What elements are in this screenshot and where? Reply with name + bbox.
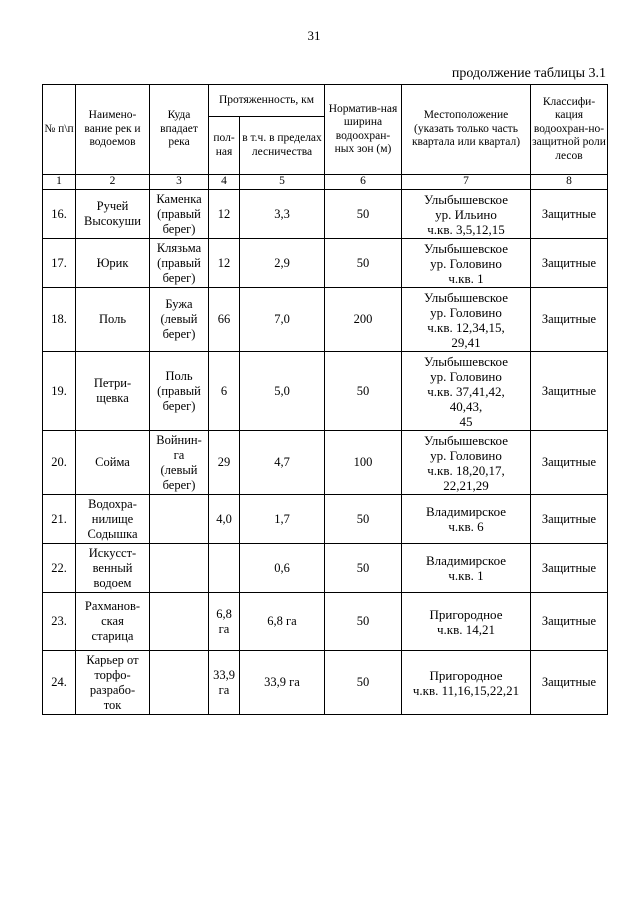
row-flows-into-line: (левый: [160, 312, 198, 326]
column-number-row: [43, 175, 608, 190]
row-flows-into: [150, 288, 209, 352]
row-flows-into: [150, 495, 209, 544]
row-name-line: Ручей: [96, 199, 129, 213]
table-row: [43, 288, 608, 352]
header-length-in-forestry: в т.ч. в пределах лесничества: [240, 117, 325, 175]
header-name: Наимено-вание рек и водоемов: [76, 85, 150, 175]
row-name-line: Петри-: [93, 376, 132, 390]
header-length-total: пол-ная: [209, 117, 240, 175]
table-row: [43, 651, 608, 715]
row-location: [402, 593, 531, 651]
row-length-in-forestry: 2,9: [240, 239, 325, 288]
row-name-line: торфо-: [94, 667, 131, 682]
table-row: [43, 190, 608, 239]
row-flows-into-line: Каменка: [156, 191, 202, 206]
row-name-line: венный: [92, 560, 133, 575]
row-location-line: Улыбышевское: [423, 353, 508, 369]
row-name: [76, 288, 150, 352]
row-location: [402, 239, 531, 288]
row-location-line: ур. Головино: [430, 447, 502, 463]
row-flows-into: [150, 431, 209, 495]
table-continuation-label: продолжение таблицы 3.1: [451, 66, 606, 81]
row-location-line: ч.кв. 1: [448, 270, 484, 286]
row-number: 17.: [43, 239, 76, 288]
row-length-total: [209, 544, 240, 593]
header-length: Протяженность, км: [209, 85, 325, 117]
row-flows-into-line: Клязьма: [156, 240, 202, 255]
row-length-total: 12: [209, 190, 240, 239]
row-length-total: 29: [209, 431, 240, 495]
row-width: 50: [325, 593, 402, 651]
row-flows-into: [150, 239, 209, 288]
row-number: 22.: [43, 544, 76, 593]
column-number: 3: [150, 175, 209, 190]
row-number: 19.: [43, 352, 76, 431]
column-number: 4: [209, 175, 240, 190]
column-number: 5: [240, 175, 325, 190]
row-length-total: 33,9 га: [209, 651, 240, 715]
column-number: 7: [402, 175, 531, 190]
table-row: [43, 495, 608, 544]
row-flows-into: [150, 190, 209, 239]
row-flows-into-line: Бужа: [165, 297, 193, 311]
row-length-in-forestry: 5,0: [240, 352, 325, 431]
row-number: 24.: [43, 651, 76, 715]
row-length-in-forestry: 7,0: [240, 288, 325, 352]
row-name-line: Содышка: [87, 526, 138, 541]
row-name: [76, 190, 150, 239]
row-flows-into-line: берег): [162, 270, 196, 285]
row-location-line: ч.кв. 1: [448, 568, 484, 583]
header-classification: Классифи-кация водоохран-но-защитной роли лесов: [531, 85, 608, 175]
column-number: 6: [325, 175, 402, 190]
row-location: [402, 544, 531, 593]
row-location: [402, 431, 531, 495]
row-location: [402, 495, 531, 544]
row-classification: Защитные: [531, 651, 608, 715]
header-width: Норматив-ная ширина водоохран-ных зон (м): [325, 85, 402, 175]
row-width: 50: [325, 352, 402, 431]
row-name-line: ская: [101, 614, 124, 628]
row-classification: Защитные: [531, 190, 608, 239]
row-location-line: Улыбышевское: [423, 240, 508, 256]
row-location-line: 29,41: [451, 334, 481, 350]
table-row: [43, 239, 608, 288]
row-length-in-forestry: 0,6: [240, 544, 325, 593]
row-number: 16.: [43, 190, 76, 239]
row-name-line: Рахманов-: [84, 599, 141, 613]
row-name: [76, 593, 150, 651]
row-classification: Защитные: [531, 352, 608, 431]
row-location-line: ч.кв. 18,20,17,: [427, 462, 505, 478]
row-location-line: Владимирское: [425, 553, 507, 568]
row-flows-into-line: (правый: [157, 206, 201, 221]
row-length-in-forestry: 1,7: [240, 495, 325, 544]
row-location-line: ур. Головино: [430, 255, 502, 271]
column-number: 8: [531, 175, 608, 190]
column-number: 1: [43, 175, 76, 190]
row-name: [76, 651, 150, 715]
row-name: [76, 495, 150, 544]
row-number: 20.: [43, 431, 76, 495]
header-num: № п\п: [43, 85, 76, 175]
table-row: [43, 544, 608, 593]
row-width: 200: [325, 288, 402, 352]
row-flows-into-line: (правый: [157, 383, 201, 398]
row-location-line: ч.кв. 11,16,15,22,21: [412, 682, 520, 698]
row-classification: Защитные: [531, 288, 608, 352]
row-classification: Защитные: [531, 495, 608, 544]
row-length-in-forestry: 4,7: [240, 431, 325, 495]
water-bodies-table: [42, 84, 608, 715]
row-flows-into-line: берег): [162, 221, 196, 236]
row-location-line: 22,21,29: [443, 477, 489, 493]
header-location: Местоположение (указать только часть квартала или квартал): [402, 85, 531, 175]
row-name: [76, 352, 150, 431]
row-length-total: 6: [209, 352, 240, 431]
row-flows-into-line: берег): [162, 398, 196, 413]
row-flows-into-line: (левый: [160, 462, 198, 477]
row-name-line: Карьер от: [86, 652, 139, 667]
row-length-in-forestry: 33,9 га: [240, 651, 325, 715]
row-name-line: водоем: [93, 575, 132, 590]
row-width: 50: [325, 544, 402, 593]
row-location-line: ч.кв. 3,5,12,15: [427, 221, 505, 237]
row-name: [76, 239, 150, 288]
row-number: 21.: [43, 495, 76, 544]
row-name-line: щевка: [96, 391, 129, 405]
table-row: [43, 431, 608, 495]
row-name-line: разрабо-: [89, 682, 136, 697]
row-name-line: нилище: [91, 511, 134, 526]
row-classification: Защитные: [531, 544, 608, 593]
row-classification: Защитные: [531, 431, 608, 495]
row-location-line: Владимирское: [425, 504, 507, 519]
row-location-line: ур. Ильино: [435, 206, 497, 222]
table-body: [43, 190, 608, 715]
row-length-total: 4,0: [209, 495, 240, 544]
row-width: 50: [325, 651, 402, 715]
row-location-line: Пригородное: [429, 606, 503, 622]
row-number: 23.: [43, 593, 76, 651]
row-flows-into: [150, 593, 209, 651]
row-flows-into-line: берег): [162, 327, 196, 341]
row-name: [76, 544, 150, 593]
row-location-line: ур. Головино: [430, 368, 502, 384]
row-flows-into: [150, 352, 209, 431]
row-width: 100: [325, 431, 402, 495]
row-location-line: ур. Головино: [430, 304, 502, 320]
row-name-line: Искусст-: [88, 545, 137, 560]
row-flows-into-line: Войнин-: [156, 432, 202, 447]
row-name-line: Поль: [98, 312, 127, 326]
row-name-line: Водохра-: [88, 496, 137, 511]
row-name-line: старица: [91, 629, 134, 643]
row-classification: Защитные: [531, 593, 608, 651]
row-classification: Защитные: [531, 239, 608, 288]
table-row: [43, 352, 608, 431]
page-number: 31: [307, 28, 321, 43]
row-location-line: ч.кв. 6: [448, 519, 484, 534]
row-flows-into-line: (правый: [157, 255, 201, 270]
row-location-line: Улыбышевское: [423, 289, 508, 305]
row-flows-into: [150, 544, 209, 593]
row-location-line: Улыбышевское: [423, 432, 508, 448]
row-length-total: 6,8 га: [209, 593, 240, 651]
row-width: 50: [325, 190, 402, 239]
row-location-line: 40,43,: [449, 398, 483, 414]
row-length-total: 66: [209, 288, 240, 352]
row-name-line: Высокуши: [84, 214, 141, 228]
row-location-line: ч.кв. 14,21: [437, 621, 495, 637]
row-name-line: Сойма: [95, 455, 130, 469]
row-location: [402, 288, 531, 352]
row-flows-into: [150, 651, 209, 715]
column-number: 2: [76, 175, 150, 190]
row-flows-into-line: берег): [162, 477, 196, 492]
row-location-line: 45: [459, 413, 473, 429]
row-name-line: ток: [103, 697, 122, 712]
header-flows-into: Куда впадает река: [150, 85, 209, 175]
row-name-line: Юрик: [96, 255, 129, 270]
row-location-line: ч.кв. 37,41,42,: [427, 383, 505, 399]
row-flows-into-line: га: [173, 447, 185, 462]
row-length-in-forestry: 6,8 га: [240, 593, 325, 651]
row-name: [76, 431, 150, 495]
row-location: [402, 190, 531, 239]
row-length-total: 12: [209, 239, 240, 288]
row-length-in-forestry: 3,3: [240, 190, 325, 239]
row-location: [402, 352, 531, 431]
row-location-line: Улыбышевское: [423, 191, 508, 207]
row-location-line: Пригородное: [429, 667, 503, 683]
row-number: 18.: [43, 288, 76, 352]
row-location: [402, 651, 531, 715]
row-width: 50: [325, 495, 402, 544]
row-width: 50: [325, 239, 402, 288]
row-flows-into-line: Поль: [165, 368, 193, 383]
row-location-line: ч.кв. 12,34,15,: [427, 319, 505, 335]
table-row: [43, 593, 608, 651]
